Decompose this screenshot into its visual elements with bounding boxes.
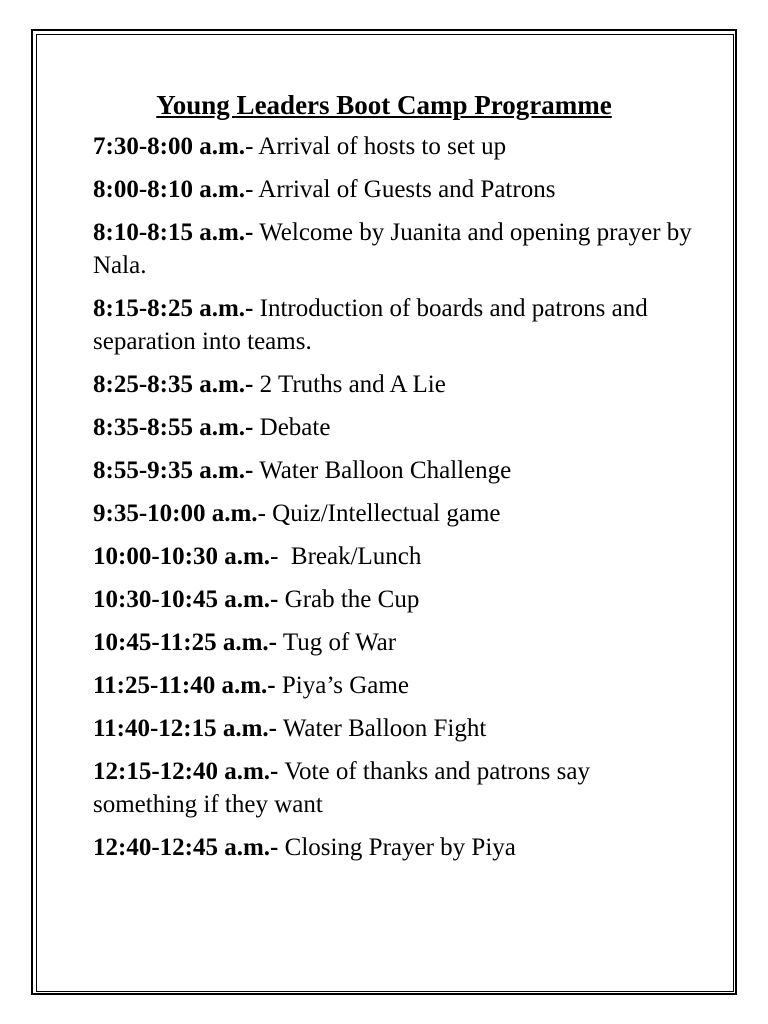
schedule-entry (93, 626, 693, 659)
schedule-entry (93, 130, 693, 163)
schedule-time: 10:30-10:45 a.m.- (93, 586, 279, 613)
schedule-time: 7:30-8:00 a.m. (93, 133, 246, 160)
schedule-time: 12:15-12:40 a.m.- (93, 758, 279, 785)
schedule-entry (93, 173, 693, 206)
schedule-separator: - (245, 133, 259, 160)
schedule-activity: Break/Lunch (290, 543, 422, 570)
schedule-activity: Water Balloon Challenge (259, 457, 512, 484)
schedule-separator: - (245, 176, 259, 203)
schedule-activity: Water Balloon Fight (282, 715, 487, 742)
schedule-entry (93, 454, 693, 487)
schedule-activity: Piya’s Game (281, 672, 409, 699)
schedule-time: 11:40-12:15 a.m.- (93, 715, 277, 742)
schedule-entry (93, 755, 693, 821)
schedule-separator: - (257, 500, 273, 527)
schedule-time: 11:25-11:40 a.m.- (93, 672, 276, 699)
schedule-activity: Closing Prayer by Piya (284, 834, 516, 861)
programme-content (93, 84, 693, 874)
schedule-activity: Arrival of Guests and Patrons (258, 176, 556, 203)
schedule-time: 8:10-8:15 a.m.- (93, 219, 254, 246)
schedule-activity: Tug of War (282, 629, 397, 656)
schedule-entry (93, 540, 693, 573)
schedule-entry (93, 368, 693, 401)
schedule-time: 12:40-12:45 a.m.- (93, 834, 279, 861)
schedule-time: 8:35-8:55 a.m.- (93, 414, 254, 441)
schedule-entry (93, 712, 693, 745)
schedule-activity: Grab the Cup (284, 586, 420, 613)
schedule-activity: Debate (259, 414, 331, 441)
schedule-entry (93, 292, 693, 358)
schedule-entry (93, 669, 693, 702)
schedule-entry (93, 583, 693, 616)
schedule-entry (93, 411, 693, 444)
schedule-separator: - (270, 543, 291, 570)
schedule-activity: Arrival of hosts to set up (258, 133, 507, 160)
schedule-entry (93, 831, 693, 864)
schedule-activity: Welcome by Juanita and opening prayer by Nala. (93, 219, 692, 279)
schedule-entry (93, 216, 693, 282)
schedule-time: 8:55-9:35 a.m.- (93, 457, 254, 484)
schedule-activity: Introduction of boards and patrons and separation into teams. (93, 295, 648, 355)
schedule-time: 8:00-8:10 a.m. (93, 176, 246, 203)
schedule-list (93, 130, 693, 864)
schedule-time: 10:00-10:30 a.m. (93, 543, 271, 570)
schedule-entry (93, 497, 693, 530)
document-title: Young Leaders Boot Camp Programme (156, 90, 612, 120)
schedule-activity: Quiz/Intellectual game (272, 500, 501, 527)
schedule-time: 10:45-11:25 a.m.- (93, 629, 277, 656)
schedule-time: 8:25-8:35 a.m.- (93, 371, 254, 398)
schedule-time: 8:15-8:25 a.m.- (93, 295, 254, 322)
schedule-activity: Vote of thanks and patrons say something if they want (93, 758, 590, 818)
schedule-time: 9:35-10:00 a.m. (93, 500, 258, 527)
schedule-activity: 2 Truths and A Lie (259, 371, 446, 398)
